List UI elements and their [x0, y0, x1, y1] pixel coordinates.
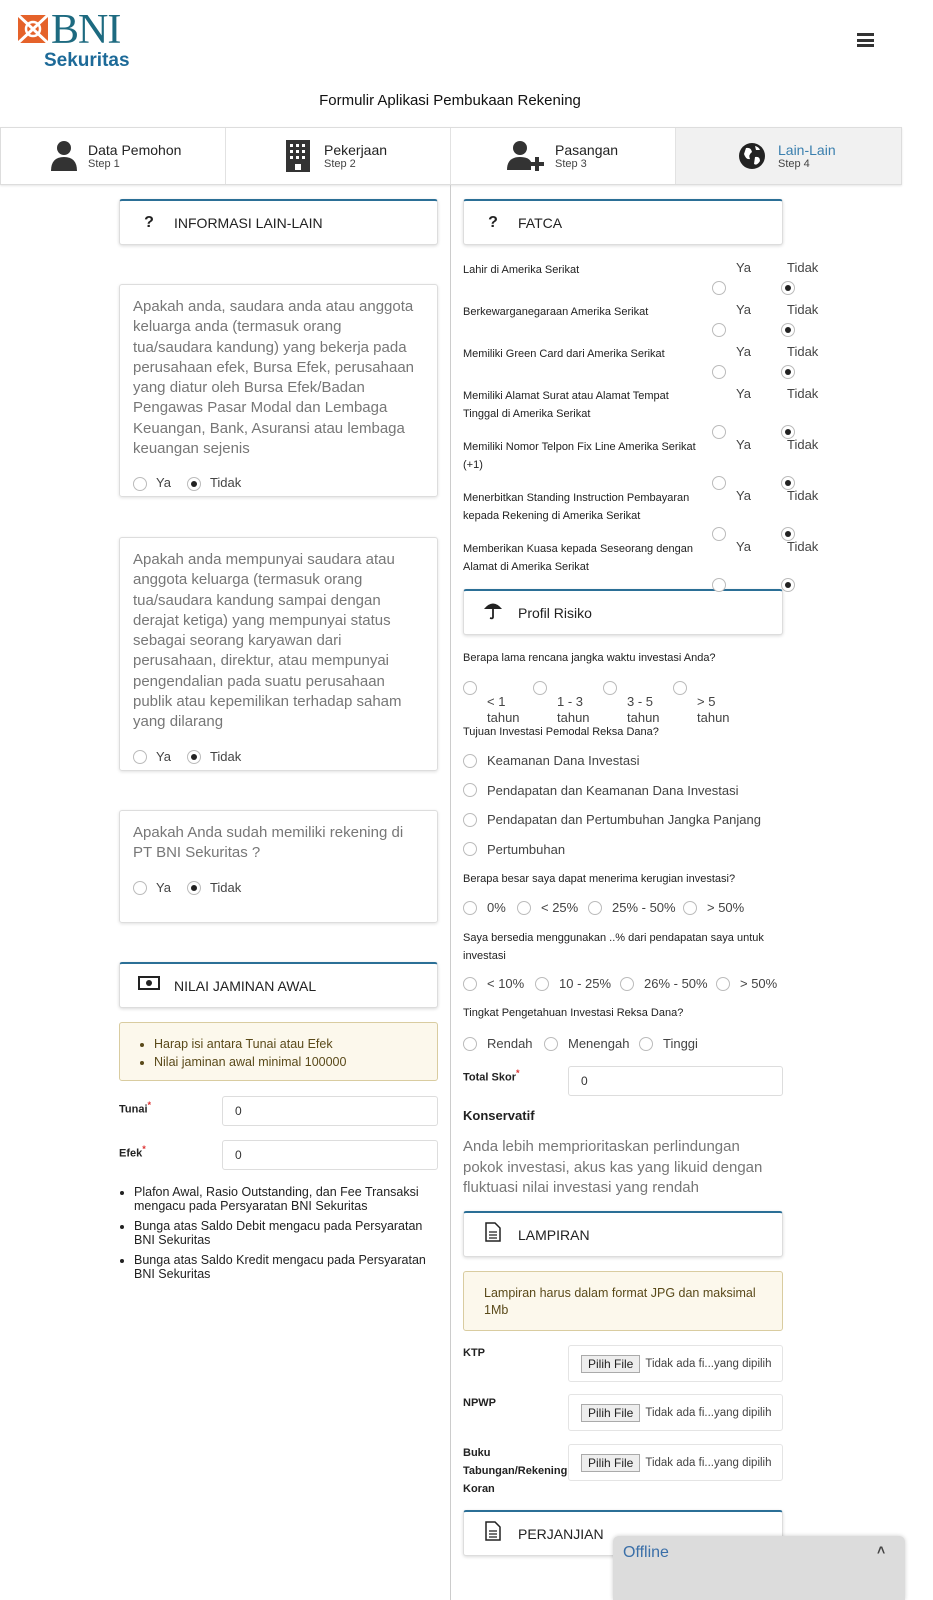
fatca-row	[463, 345, 823, 381]
radio-label: Tidak	[787, 386, 819, 401]
option-label: Pendapatan dan Keamanan Dana Investasi	[487, 782, 739, 798]
fatca-question: Memiliki Alamat Surat atau Alamat Tempat Tinggal di Amerika Serikat	[463, 390, 669, 420]
option-label: Menengah	[568, 1036, 630, 1052]
radio[interactable]	[533, 681, 547, 695]
option-label: 1 - 3	[557, 694, 584, 709]
option-label: tahun	[697, 710, 730, 725]
section-title: LAMPIRAN	[518, 1226, 590, 1243]
pendapatan-option[interactable]	[535, 975, 611, 993]
choose-file-button[interactable]: Pilih File	[581, 1355, 640, 1373]
option-label: > 5	[697, 694, 716, 709]
radio-label: Tidak	[209, 475, 242, 491]
radio-tidak[interactable]	[187, 477, 201, 491]
radio-tidak[interactable]	[781, 323, 795, 337]
radio[interactable]	[683, 901, 697, 915]
file-input[interactable]	[568, 1394, 783, 1431]
question-icon: ?	[144, 213, 154, 231]
file-input[interactable]	[568, 1345, 783, 1382]
pendapatan-option[interactable]	[620, 975, 708, 993]
user-icon	[50, 140, 78, 172]
lampiran-header	[463, 1211, 783, 1257]
radio-ya[interactable]	[712, 365, 726, 379]
required-mark: *	[515, 1068, 520, 1078]
radio-ya[interactable]	[712, 323, 726, 337]
chat-status: Offline	[623, 1544, 669, 1561]
radio[interactable]	[544, 1037, 558, 1051]
option-label: Tinggi	[663, 1036, 698, 1052]
option-label: tahun	[627, 710, 660, 725]
section-title: Profil Risiko	[518, 604, 592, 621]
pendapatan-option[interactable]	[716, 975, 777, 993]
radio[interactable]	[603, 681, 617, 695]
radio[interactable]	[463, 754, 477, 768]
choose-file-button[interactable]: Pilih File	[581, 1404, 640, 1422]
fatca-question: Memberikan Kuasa kepada Seseorang dengan Alamat di Amerika Serikat	[463, 543, 693, 573]
question-kerugian: Berapa besar saya dapat menerima kerugian investasi?	[463, 873, 736, 885]
step-label: Pekerjaan	[324, 142, 388, 158]
logo-subtext: Sekuritas	[44, 50, 130, 71]
tujuan-option[interactable]	[463, 782, 739, 800]
option-label: 25% - 50%	[612, 900, 676, 916]
note-item: • Plafon Awal, Rasio Outstanding, dan Fee Transaksi mengacu pada Persyaratan BNI Sekuritas	[134, 1185, 434, 1213]
globe-icon	[738, 142, 766, 170]
note-item: • Bunga atas Saldo Kredit mengacu pada Persyaratan BNI Sekuritas	[134, 1253, 434, 1281]
jangka-waktu-option[interactable]	[603, 678, 660, 726]
option-label: < 1	[487, 694, 506, 709]
fatca-row	[463, 303, 823, 339]
note-item: • Bunga atas Saldo Debit mengacu pada Persyaratan BNI Sekuritas	[134, 1219, 434, 1247]
add-user-icon	[507, 140, 545, 172]
choose-file-button[interactable]: Pilih File	[581, 1454, 640, 1472]
option-label: tahun	[557, 710, 590, 725]
radio[interactable]	[463, 901, 477, 915]
jangka-waktu-option[interactable]	[533, 678, 590, 726]
radio-tidak[interactable]	[187, 750, 201, 764]
radio-label: Ya	[736, 302, 751, 317]
question-text: Apakah anda, saudara anda atau anggota keluarga anda (termasuk orang tua/saudara kandung) yang bekerja pada perusahaan efek, Bursa Efek, perusahaan yang diatur oleh Bursa Efek/Badan Pengawas Pasar Modal dan Lembaga Keuangan, Bank, Asuransi atau lembaga keuangan sejenis	[133, 298, 415, 458]
radio[interactable]	[535, 977, 549, 991]
radio-label: Ya	[736, 437, 751, 452]
warning-item: • Nilai jaminan awal minimal 100000	[154, 1053, 437, 1071]
file-status: Tidak ada fi...yang dipilih	[645, 1406, 772, 1419]
required-mark: *	[142, 1144, 146, 1154]
pendapatan-option[interactable]	[463, 975, 524, 993]
efek-input[interactable]: 0	[222, 1140, 438, 1170]
radio-ya[interactable]	[712, 476, 726, 490]
radio[interactable]	[517, 901, 531, 915]
radio-ya[interactable]	[133, 881, 147, 895]
fatca-question: Lahir di Amerika Serikat	[463, 264, 580, 276]
radio[interactable]	[463, 681, 477, 695]
radio-tidak[interactable]	[781, 365, 795, 379]
radio[interactable]	[673, 681, 687, 695]
kerugian-option[interactable]	[683, 899, 744, 917]
fatca-row	[463, 261, 823, 297]
step-label: Pasangan	[555, 142, 619, 158]
total-skor-label: Total Skor	[463, 1071, 516, 1084]
radio[interactable]	[639, 1037, 653, 1051]
question-pengetahuan: Tingkat Pengetahuan Investasi Reksa Dana?	[463, 1007, 684, 1019]
fatca-question: Memiliki Green Card dari Amerika Serikat	[463, 348, 665, 360]
radio-label: Tidak	[787, 260, 819, 275]
page-title: Formulir Aplikasi Pembukaan Rekening	[319, 92, 581, 109]
option-label: < 10%	[487, 976, 525, 992]
radio-label: Ya	[156, 748, 171, 764]
option-label: Keamanan Dana Investasi	[487, 753, 640, 769]
jangka-waktu-option[interactable]	[463, 678, 520, 726]
radio-ya[interactable]	[712, 281, 726, 295]
file-label: NPWP	[463, 1397, 496, 1409]
option-label: > 50%	[707, 900, 745, 916]
radio-ya[interactable]	[712, 527, 726, 541]
notes-list	[134, 1185, 434, 1281]
radio-ya[interactable]	[712, 425, 726, 439]
tujuan-option[interactable]	[463, 811, 761, 829]
radio-label: Ya	[156, 879, 171, 895]
radio-label: Tidak	[209, 879, 242, 895]
pengetahuan-option[interactable]	[463, 1035, 533, 1053]
total-skor-input[interactable]: 0	[568, 1066, 783, 1096]
money-icon	[138, 976, 160, 995]
radio[interactable]	[463, 1037, 477, 1051]
radio-label: Ya	[736, 488, 751, 503]
radio-label: Tidak	[787, 437, 819, 452]
step-pekerjaan[interactable]	[285, 128, 387, 184]
fatca-row	[463, 489, 823, 543]
radio-label: Ya	[156, 475, 171, 491]
required-mark: *	[147, 1100, 152, 1110]
risk-profile-description: Anda lebih memprioritaskan perlindungan pokok investasi, akus kas yang likuid dengan fluktuasi nilai investasi yang rendah	[463, 1138, 763, 1196]
radio-ya[interactable]	[133, 750, 147, 764]
option-label: Rendah	[487, 1036, 533, 1052]
chat-widget[interactable]	[613, 1536, 905, 1600]
document-icon	[482, 1521, 504, 1546]
option-label: 10 - 25%	[559, 976, 612, 992]
option-label: 0%	[487, 900, 506, 916]
bni-logo-mark-icon	[18, 15, 48, 43]
option-label: tahun	[487, 710, 520, 725]
question-tujuan: Tujuan Investasi Pemodal Reksa Dana?	[463, 726, 659, 738]
question-text: Apakah Anda sudah memiliki rekening di PT BNI Sekuritas ?	[133, 824, 404, 862]
file-label: Buku Tabungan/Rekening Koran	[463, 1447, 568, 1495]
step-label: Data Pemohon	[88, 142, 182, 158]
fatca-row	[463, 540, 823, 594]
option-label: Pendapatan dan Pertumbuhan Jangka Panjang	[487, 812, 761, 828]
building-icon	[285, 140, 311, 172]
radio[interactable]	[716, 977, 730, 991]
question-pendapatan: Saya bersedia menggunakan ..% dari pendapatan saya untuk investasi	[463, 932, 764, 962]
question-card-1	[119, 284, 438, 497]
kerugian-option[interactable]	[463, 899, 506, 917]
jangka-waktu-option[interactable]	[673, 678, 730, 726]
question-text: Apakah anda mempunyai saudara atau anggota keluarga (termasuk orang tua/saudara kandung sampai dengan derajat ketiga) yang mempunyai status sebagai seorang karyawan dari perusahaan, direktur, atau mempunyai pengendalian pada suatu perusahaan publik atau kepemilikan terhadap saham yang dilarang	[133, 551, 402, 731]
radio[interactable]	[463, 813, 477, 827]
column-divider	[450, 185, 451, 1600]
tunai-input[interactable]: 0	[222, 1096, 438, 1126]
radio-ya[interactable]	[712, 578, 726, 592]
question-jangka-waktu: Berapa lama rencana jangka waktu investasi Anda?	[463, 652, 716, 664]
radio[interactable]	[620, 977, 634, 991]
step-label: Lain-Lain	[778, 142, 836, 158]
fatca-row	[463, 438, 823, 492]
section-title: NILAI JAMINAN AWAL	[174, 977, 317, 994]
step-number: Step 3	[555, 158, 587, 170]
fatca-row	[463, 387, 823, 441]
radio-ya[interactable]	[133, 477, 147, 491]
tunai-label: Tunai	[119, 1103, 148, 1116]
question-icon: ?	[488, 213, 498, 231]
question-card-3	[119, 810, 438, 923]
radio-tidak[interactable]	[781, 281, 795, 295]
pengetahuan-option[interactable]	[639, 1035, 698, 1053]
radio[interactable]	[463, 842, 477, 856]
radio-label: Ya	[736, 344, 751, 359]
radio-label: Ya	[736, 539, 751, 554]
fatca-question: Menerbitkan Standing Instruction Pembayaran kepada Rekening di Amerika Serikat	[463, 492, 690, 522]
chevron-up-icon[interactable]: ˄	[877, 1542, 886, 1558]
section-title: PERJANJIAN	[518, 1525, 604, 1542]
step-lain-lain[interactable]	[738, 128, 836, 184]
kerugian-option[interactable]	[588, 899, 676, 917]
lampiran-warning: Lampiran harus dalam format JPG dan maksimal 1Mb	[463, 1271, 783, 1331]
radio-tidak[interactable]	[781, 578, 795, 592]
file-input[interactable]	[568, 1444, 783, 1481]
radio-label: Ya	[736, 260, 751, 275]
question-card-2	[119, 537, 438, 771]
jaminan-warning	[119, 1022, 438, 1081]
profil-risiko-header	[463, 589, 783, 635]
radio-label: Ya	[736, 386, 751, 401]
menu-icon[interactable]	[857, 33, 874, 47]
step-data-pemohon[interactable]	[50, 128, 181, 184]
option-label: 3 - 5	[627, 694, 654, 709]
kerugian-option[interactable]	[517, 899, 578, 917]
radio-label: Tidak	[787, 539, 819, 554]
radio-label: Tidak	[787, 302, 819, 317]
logo-text: BNI	[51, 7, 121, 53]
radio-label: Tidak	[787, 344, 819, 359]
file-label: KTP	[463, 1347, 485, 1359]
option-label: Pertumbuhan	[487, 841, 566, 857]
fatca-header	[463, 199, 783, 245]
warning-item: • Harap isi antara Tunai atau Efek	[154, 1035, 437, 1053]
file-status: Tidak ada fi...yang dipilih	[645, 1357, 772, 1370]
option-label: < 25%	[541, 900, 579, 916]
tujuan-option[interactable]	[463, 752, 639, 770]
radio-tidak[interactable]	[187, 881, 201, 895]
option-label: 26% - 50%	[644, 976, 708, 992]
radio[interactable]	[588, 901, 602, 915]
step-number: Step 4	[778, 158, 810, 170]
section-title: FATCA	[518, 214, 563, 231]
step-number: Step 1	[88, 158, 120, 170]
tujuan-option[interactable]	[463, 841, 565, 859]
umbrella-icon	[482, 600, 504, 625]
radio[interactable]	[463, 977, 477, 991]
bni-logo[interactable]	[18, 7, 133, 71]
efek-label: Efek	[119, 1147, 143, 1160]
option-label: > 50%	[740, 976, 778, 992]
nilai-jaminan-header	[119, 962, 438, 1008]
fatca-question: Berkewarganegaraan Amerika Serikat	[463, 306, 649, 318]
pengetahuan-option[interactable]	[544, 1035, 629, 1053]
radio-label: Tidak	[787, 488, 819, 503]
risk-profile-name: Konservatif	[463, 1108, 535, 1123]
file-status: Tidak ada fi...yang dipilih	[645, 1456, 772, 1469]
step-pasangan[interactable]	[507, 128, 618, 184]
step-number: Step 2	[324, 158, 356, 170]
section-title: INFORMASI LAIN-LAIN	[174, 214, 323, 231]
fatca-question: Memiliki Nomor Telpon Fix Line Amerika Serikat (+1)	[463, 441, 696, 471]
document-icon	[482, 1222, 504, 1247]
info-lain-lain-header	[119, 199, 438, 245]
radio[interactable]	[463, 783, 477, 797]
radio-label: Tidak	[209, 748, 242, 764]
